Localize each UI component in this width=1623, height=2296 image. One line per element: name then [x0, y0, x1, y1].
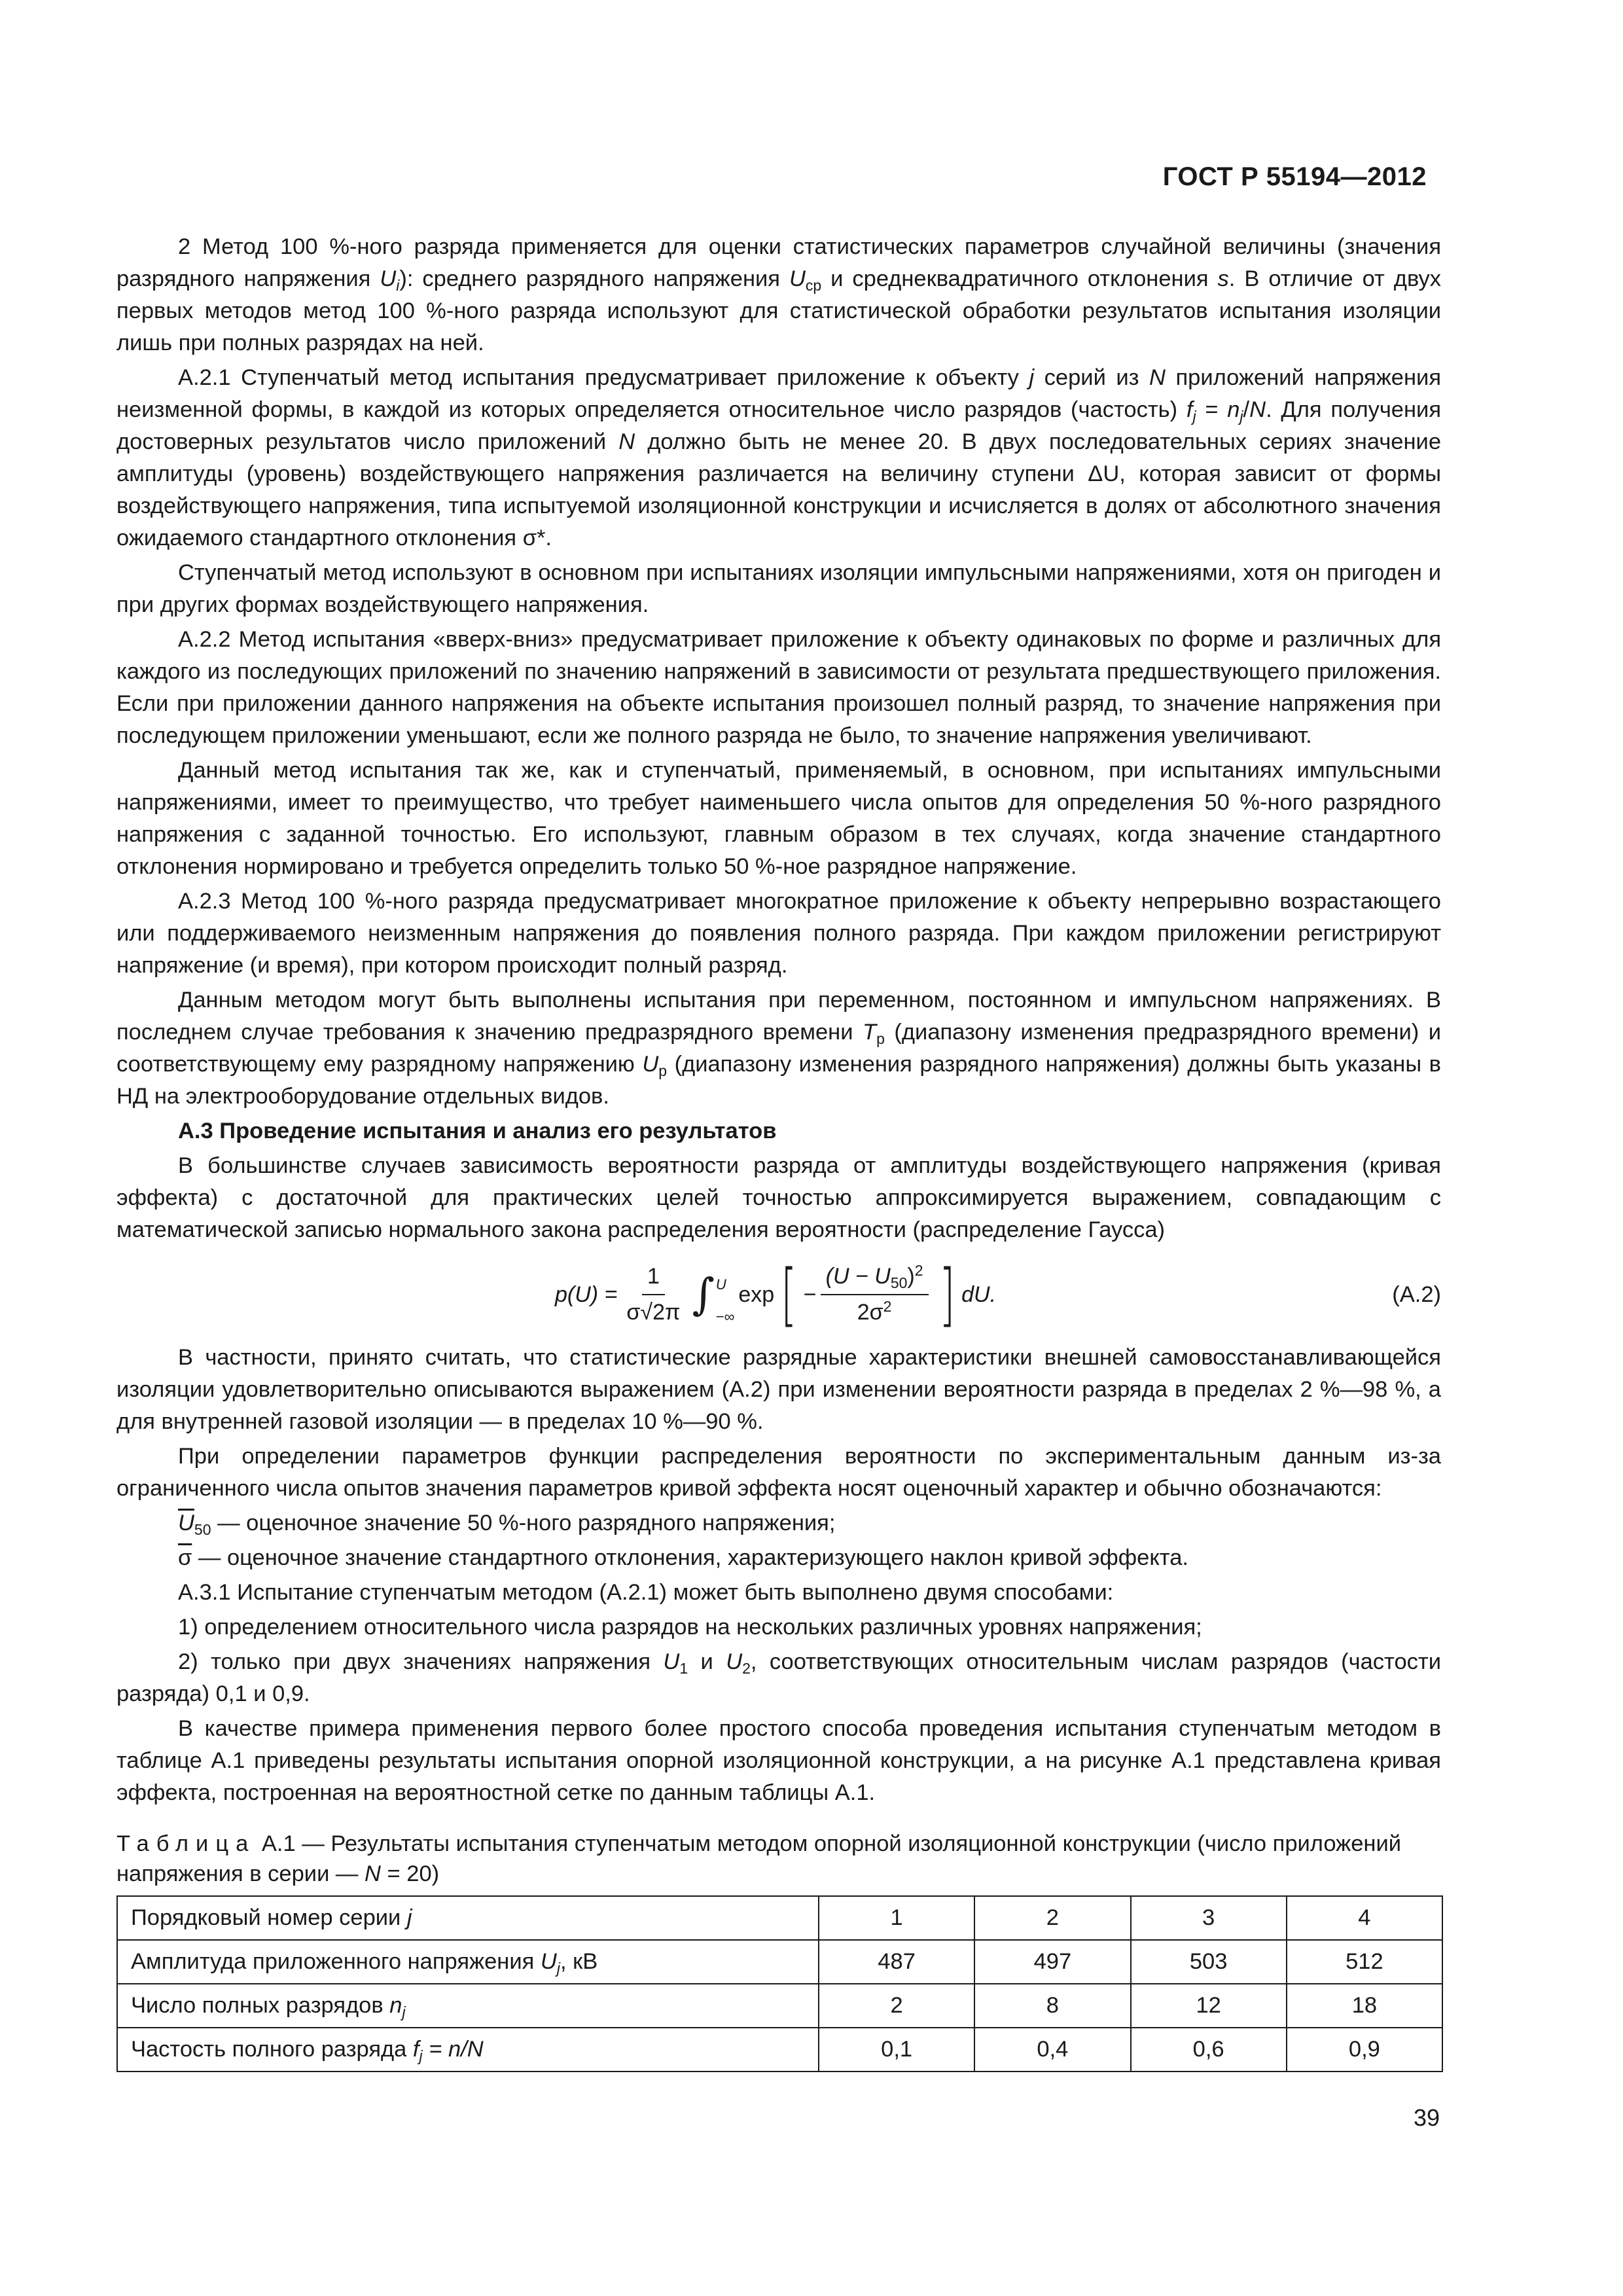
table-caption: Таблица А.1 — Результаты испытания ступенчатым методом опорной изоляционной конструкции (число приложений напряжения в серии — N = 20) [116, 1831, 1401, 1886]
integral-limits: U −∞ [715, 1276, 735, 1325]
table-cell: 503 [1131, 1940, 1287, 1984]
paragraph-example: В качестве примера применения первого более простого способа проведения испытания ступенчатым методом в таблице А.1 приведены результаты испытания опорной изоляционной конструкции, а на рисунке А.1 представлена кривая эффекта, построенная на вероятностной сетке по данным таблицы А.1. [116, 1716, 1441, 1805]
formula-differential: dU. [961, 1282, 997, 1307]
table-row [117, 2028, 1442, 2072]
table-cell: 0,6 [1131, 2028, 1287, 2072]
paragraph-estimates: При определении параметров функции распределения вероятности по экспериментальным данным из-за ограниченного числа опытов значения параметров кривой эффекта носят оценочный характер и обычно обозначаются: [116, 1444, 1441, 1501]
table-cell: 3 [1131, 1896, 1287, 1940]
row-label: Число полных разрядов $n_j$ [117, 1984, 819, 2028]
table-cell: 512 [1287, 1940, 1442, 1984]
table-cell: 487 [819, 1940, 974, 1984]
paragraph-a3-1: А.3.1 Испытание ступенчатым методом (А.2.1) может быть выполнено двумя способами: [178, 1580, 1114, 1605]
table-cell: 12 [1131, 1984, 1287, 2028]
row-label: Порядковый номер серии j [117, 1896, 819, 1940]
paragraph-a2-2: А.2.2 Метод испытания «вверх-вниз» предусматривает приложение к объекту одинаковых по форме и различных для каждого из последующих приложений по значению напряжений в зависимости от результата предшествующего приложения. Если при приложении данного напряжения на объекте испытания произошел полный разряд, то значение напряжения при последующем приложении уменьшают, если же полного разряда не было, то значение напряжения увеличивают. [116, 627, 1441, 748]
section-heading-a3: А.3 Проведение испытания и анализ его результатов [178, 1119, 777, 1143]
formula-exp: exp [738, 1282, 775, 1307]
page-content [116, 231, 1441, 2072]
table-cell: 2 [819, 1984, 974, 2028]
table-cell: 4 [1287, 1896, 1442, 1940]
table-row [117, 1896, 1442, 1940]
row-label: Частость полного разряда $f_j = n/N$ [117, 2028, 819, 2072]
symbol-u50-definition: $\overline{U}_{50}$ — оценочное значение 50 %-ного разрядного напряжения; [178, 1511, 836, 1538]
table-cell: 0,4 [974, 2028, 1130, 2072]
formula-inner-fraction: $\frac{(U - U_{50})^2}{2\sigma^2}$ [821, 1261, 929, 1329]
paragraph-note-2: 2 Метод 100 %-ного разряда применяется для оценки статистических параметров случайной величины (значения разрядного напряжения $U_i$): среднего разрядного напряжения $U_{ср}$ и среднеквадратичного отклонения s. В отличие от двух первых методов метод 100 %-ного разряда используют для статистической обработки результатов испытания изоляции лишь при полных разрядах на ней. [116, 234, 1442, 355]
equation-number: (А.2) [1392, 1282, 1441, 1307]
symbol-sigma-definition: $\overline{\sigma}$ — оценочное значение стандартного отклонения, характеризующего наклон кривой эффекта. [178, 1545, 1188, 1570]
row-label: Амплитуда приложенного напряжения $U_j$, кВ [117, 1940, 819, 1984]
page-number: 39 [1413, 2104, 1440, 2131]
formula-lhs: p(U) = [555, 1282, 618, 1307]
integral-sign: ∫ [692, 1269, 715, 1319]
table-row [117, 1984, 1442, 2028]
document-id-header: ГОСТ Р 55194—2012 [1162, 162, 1427, 191]
table-cell: 1 [819, 1896, 974, 1940]
formula-minus: − [803, 1282, 817, 1307]
list-item-1: 1) определением относительного числа разрядов на нескольких различных уровнях напряжения; [178, 1615, 1202, 1640]
paragraph-a2-3-continued: Данным методом могут быть выполнены испытания при переменном, постоянном и импульсном напряжениях. В последнем случае требования к значению предразрядного времени $T_p$ (диапазону изменения предразрядного времени) и соответствующему ему разрядному напряжению $U_p$ (диапазону изменения разрядного напряжения) должны быть указаны в НД на электрооборудование отдельных видов. [116, 988, 1442, 1109]
formula-a2 [116, 1255, 1441, 1334]
table-cell: 8 [974, 1984, 1130, 2028]
paragraph-a2-3: А.2.3 Метод 100 %-ного разряда предусматривает многократное приложение к объекту непрерывно возрастающего или поддерживаемого неизменным напряжения до появления полного разряда. При каждом приложении регистрируют напряжение (и время), при котором происходит полный разряд. [116, 889, 1441, 978]
table-cell: 497 [974, 1940, 1130, 1984]
paragraph-a3: В большинстве случаев зависимость вероятности разряда от амплитуды воздействующего напряжения (кривая эффекта) с достаточной для практических целей точностью аппроксимируется выражением, совпадающим с математической записью нормального закона распределения вероятности (распределение Гаусса) [116, 1153, 1441, 1242]
results-table [116, 1895, 1443, 2072]
paragraph-after-formula: В частности, принято считать, что статистические разрядные характеристики внешней самовосстанавливающейся изоляции удовлетворительно описываются выражением (А.2) при изменении вероятности разряда в пределах 2 %—98 %, а для внутренней газовой изоляции — в пределах 10 %—90 %. [116, 1345, 1441, 1434]
table-cell: 0,9 [1287, 2028, 1442, 2072]
list-item-2: 2) только при двух значениях напряжения $U_1$ и $U_2$, соответствующих относительным числам разрядов (частости разряда) 0,1 и 0,9. [116, 1649, 1441, 1706]
paragraph-a2-1-continued: Ступенчатый метод используют в основном при испытаниях изоляции импульсными напряжениями, хотя он пригоден и при других формах воздействующего напряжения. [116, 560, 1441, 617]
table-cell: 0,1 [819, 2028, 974, 2072]
paragraph-a2-2-continued: Данный метод испытания так же, как и ступенчатый, применяемый, в основном, при испытаниях импульсными напряжениями, имеет то преимущество, что требует наименьшего числа опытов для определения 50 %-ного разрядного напряжения с заданной точностью. Его используют, главным образом в тех случаях, когда значение стандартного отклонения нормировано и требуется определить только 50 %-ное разрядное напряжение. [116, 758, 1441, 879]
left-bracket: [ [781, 1255, 797, 1335]
table-cell: 2 [974, 1896, 1130, 1940]
table-row [117, 1940, 1442, 1984]
right-bracket: ] [938, 1255, 955, 1335]
formula-fraction: $\frac{1}{\sigma√2\pi}$ [621, 1261, 685, 1329]
paragraph-a2-1: А.2.1 Ступенчатый метод испытания предусматривает приложение к объекту j серий из N приложений напряжения неизменной формы, в каждой из которых определяется относительное число разрядов (частость) $f_j = n_j/N$. Для получения достоверных результатов число приложений N должно быть не менее 20. В двух последовательных сериях значение амплитуды (уровень) воздействующего напряжения различается на величину ступени ΔU, которая зависит от формы воздействующего напряжения, типа испытуемой изоляционной конструкции и исчисляется в долях от абсолютного значения ожидаемого стандартного отклонения σ*. [116, 365, 1442, 550]
table-cell: 18 [1287, 1984, 1442, 2028]
